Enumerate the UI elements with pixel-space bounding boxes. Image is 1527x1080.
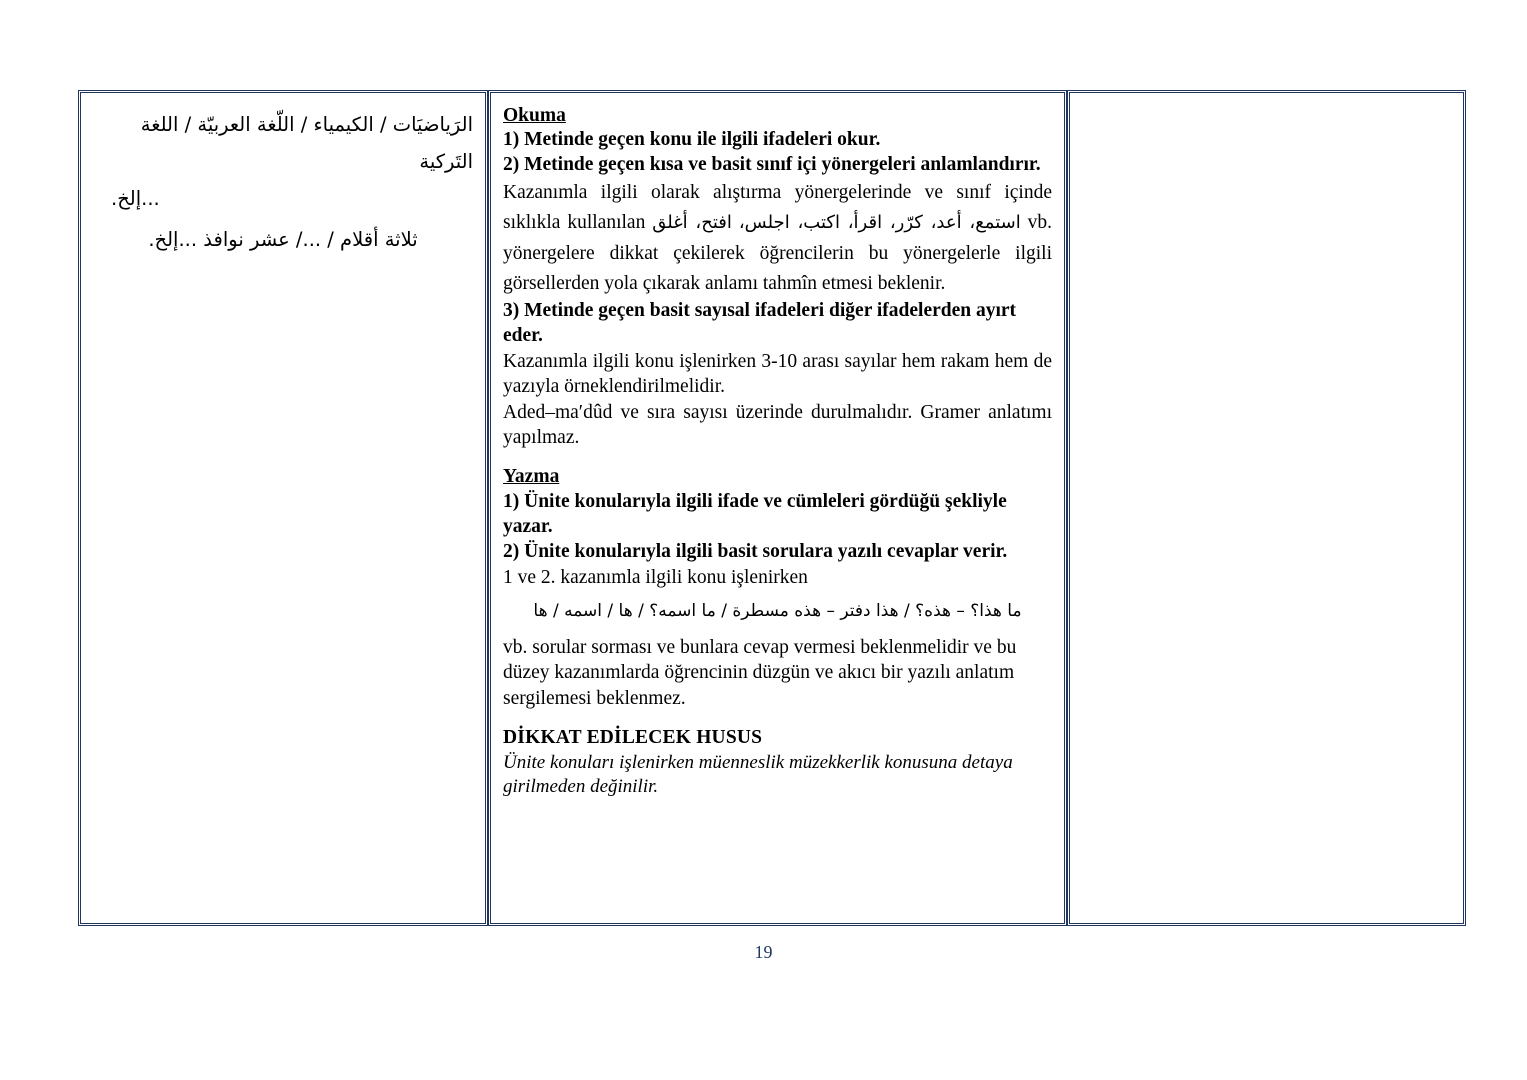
writing-note-post: vb. sorular sorması ve bunlara cevap vermesi beklenmelidir ve bu düzey kazanımlarda öğrencinin düzgün ve akıcı bir yazılı anlatım sergilemesi beklenmez. <box>503 637 1017 709</box>
attention-heading: DİKKAT EDİLECEK HUSUS <box>503 727 763 749</box>
reading-objective-3: 3) Metinde geçen basit sayısal ifadeleri diğer ifadelerden ayırt eder. <box>503 300 1017 347</box>
subjects-content <box>81 93 485 923</box>
writing-objective-1: 1) Ünite konularıyla ilgili ifade ve cümleleri gördüğü şekliyle yazar. <box>503 490 1007 537</box>
reading-section <box>503 103 1052 450</box>
curriculum-table <box>78 90 1466 926</box>
empty-column-cell <box>1067 90 1466 926</box>
reading-note-1 <box>503 178 1052 299</box>
reading-note-1-arabic-b: افتح، أغلق <box>652 212 732 234</box>
writing-note-pre: 1 ve 2. kazanımla ilgili konu işlenirken <box>503 566 808 588</box>
writing-note-arabic-examples: ما هذا؟ – هذه؟ / هذا دفتر – هذه مسطرة / ما اسمه؟ / ها / اسمه / ها <box>533 600 1022 621</box>
reading-note-1-post: vb. yönergelere dikkat çekilerek öğrencilerin bu yönergelerle ilgili görsellerden yola çıkarak anlamı tahmîn etmesi beklenir. <box>503 212 1053 294</box>
objectives-content <box>491 93 1064 923</box>
reading-note-3-a: Kazanımla ilgili konu işlenirken 3-10 arası sayılar hem rakam hem de yazıyla örneklendirilmelidir. <box>503 351 1052 398</box>
attention-section <box>503 725 1052 799</box>
writing-objective-2: 2) Ünite konularıyla ilgili basit sorulara yazılı cevaplar verir. <box>503 540 1008 562</box>
reading-note-1-pre: Kazanımla ilgili olarak alıştırma yönergelerinde ve sınıf içinde sıklıkla kullanılan <box>503 182 1052 234</box>
curriculum-table-wrapper <box>78 90 1448 926</box>
attention-spacer <box>503 711 1052 725</box>
subjects-column-cell <box>78 90 488 926</box>
table-row <box>78 90 1466 926</box>
writing-section <box>503 464 1052 711</box>
subjects-line-3: ثلاثة أقلام / .../ عشر نوافذ ...إلخ. <box>148 228 418 252</box>
reading-objective-2: 2) Metinde geçen kısa ve basit sınıf içi yönergeleri anlamlandırır. <box>503 154 1041 176</box>
reading-heading: Okuma <box>503 105 566 126</box>
subjects-line-2: ...إلخ. <box>111 187 160 211</box>
section-spacer <box>503 450 1052 464</box>
reading-objective-1: 1) Metinde geçen konu ile ilgili ifadeleri okur. <box>503 129 881 151</box>
writing-heading: Yazma <box>503 466 560 488</box>
empty-column-content <box>1070 93 1463 923</box>
attention-note: Ünite konuları işlenirken müenneslik müzekkerlik konusuna detaya girilmeden değinilir. <box>503 751 1013 797</box>
reading-note-3-b: Aded–ma′dûd ve sıra sayısı üzerinde durulmalıdır. Gramer anlatımı yapılmaz. <box>503 401 1052 449</box>
reading-note-1-arabic-a: استمع، أعد، كرّر، اقرأ، اكتب، اجلس، <box>738 212 1021 234</box>
subjects-line-1: الرَياضيَات / الكيمياء / اللّغة العربيّة / اللغة التَركية <box>140 113 473 174</box>
objectives-column-cell <box>488 90 1067 926</box>
page-number: 19 <box>754 942 773 962</box>
